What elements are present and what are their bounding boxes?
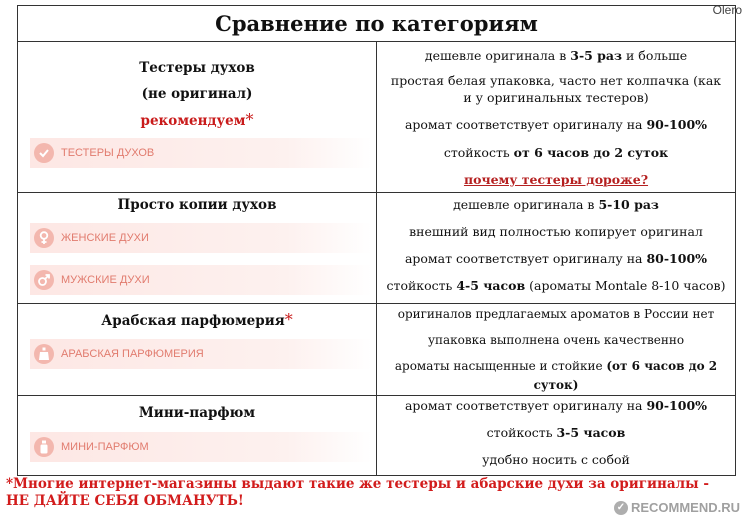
mini-details [377,396,736,476]
testers-star: * [245,110,254,129]
watermark-bottom [614,500,740,515]
tag-testers[interactable] [30,138,372,168]
copies-line-1: дешевле оригинала в 5-10 раз [453,197,659,212]
tag-testers-label: ТЕСТЕРЫ ДУХОВ [61,147,155,159]
tag-arab[interactable] [30,339,372,369]
check-icon [34,143,54,163]
tag-women[interactable] [30,223,372,253]
arab-line-3: ароматы насыщенные и стойкие (от 6 часов до 2 суток) [394,359,718,392]
recommend-logo-icon: ✓ [614,501,628,515]
copies-line-3: аромат соответствует оригиналу на 80-100% [404,251,708,266]
arab-line-2: упаковка выполнена очень качественно [427,333,685,347]
copies-cell [18,193,377,304]
testers-details [377,42,736,193]
row-arab [18,304,736,396]
row-mini [18,396,736,476]
comparison-table [17,5,736,476]
testers-recommend: рекомендуем [140,113,246,129]
testers-recommend-line [18,107,376,134]
mini-cell [18,396,377,476]
tag-mini-label: МИНИ-ПАРФЮМ [61,441,149,453]
watermark-top: Olero [712,3,742,17]
copies-details [377,193,736,304]
testers-line-4: стойкость от 6 часов до 2 суток [443,145,669,160]
mini-name: Мини-парфюм [138,405,256,421]
testers-line-2: простая белая упаковка, часто нет колпачка (как и у оригинальных тестеров) [390,73,722,105]
title-row [18,6,736,42]
testers-link-line [377,170,735,189]
testers-line-3: аромат соответствует оригиналу на 90-100% [404,117,708,132]
testers-cell [18,42,377,193]
testers-name: Тестеры духов [139,60,255,76]
copies-line-2: внешний вид полностью копирует оригинал [409,224,703,239]
arab-cell [18,304,377,396]
tag-mini[interactable] [30,432,372,462]
copies-name: Просто копии духов [117,197,277,213]
tag-women-label: ЖЕНСКИЕ ДУХИ [61,232,149,244]
testers-subname: (не оригинал) [141,86,253,102]
copies-line-4: стойкость 4-5 часов (ароматы Montale 8-10 часов) [386,278,726,293]
mini-line-2: стойкость 3-5 часов [486,425,626,440]
mini-line-3: удобно носить с собой [482,452,630,467]
male-icon [34,270,54,290]
mini-line-1: аромат соответствует оригиналу на 90-100% [404,398,708,413]
mini-bottle-icon [34,437,54,457]
footer-warning: *Многие интернет-магазины выдают такие же тестеры и абарские духи за оригиналы - НЕ ДАЙТЕ СЕБЯ ОБМАНУТЬ! [6,476,709,509]
tag-men-label: МУЖСКИЕ ДУХИ [61,274,150,286]
perfume-bottle-icon [34,344,54,364]
testers-line-1: дешевле оригинала в 3-5 раз и больше [424,48,688,63]
arab-line-1: оригиналов предлагаемых ароматов в России нет [397,307,715,321]
female-icon [34,228,54,248]
tag-men[interactable] [30,265,372,295]
watermark-bottom-label: RECOMMEND.RU [630,500,740,515]
why-testers-pricier-link[interactable]: почему тестеры дороже? [463,172,649,187]
arab-star: * [284,310,293,329]
table-title: Сравнение по категориям [18,6,736,42]
arab-name: Арабская парфюмерия [101,313,285,329]
arab-details [377,304,736,396]
row-copies [18,193,736,304]
arab-name-line [18,310,376,331]
row-testers [18,42,736,193]
tag-arab-label: АРАБСКАЯ ПАРФЮМЕРИЯ [61,348,204,360]
